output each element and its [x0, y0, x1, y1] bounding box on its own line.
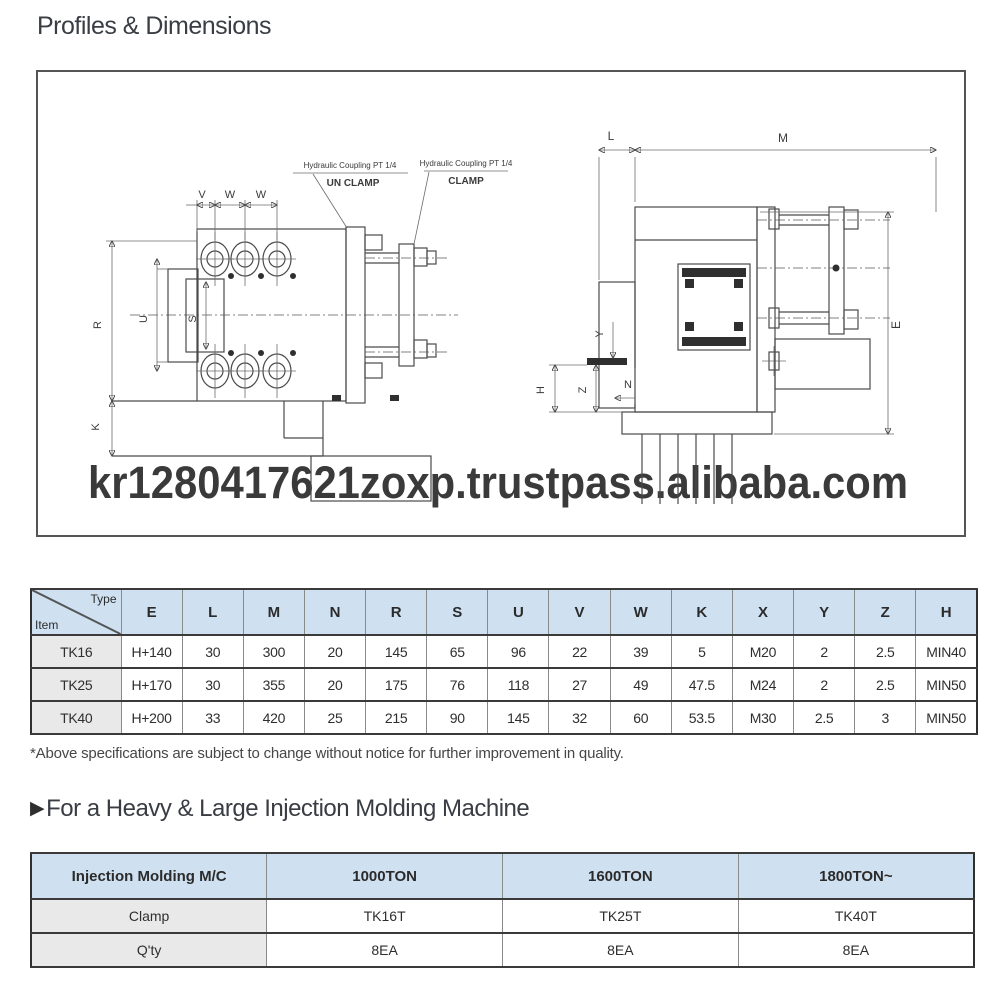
dim-cell: M24: [732, 668, 793, 701]
row-label: Clamp: [31, 899, 267, 933]
dim-cell: 145: [488, 701, 549, 734]
dim-label-n: N: [624, 379, 632, 391]
value-cell: 8EA: [503, 933, 739, 967]
corner-cell: [31, 589, 121, 635]
dim-cell: H+140: [121, 635, 182, 668]
triangle-marker-icon: ▶: [30, 798, 45, 819]
dim-cell: MIN40: [916, 635, 977, 668]
dim-cell: 30: [182, 668, 243, 701]
dim-cell: MIN50: [916, 701, 977, 734]
right-view-drawing: [535, 129, 936, 504]
col-header: 1800TON~: [738, 853, 974, 899]
col-header: Z: [855, 589, 916, 635]
value-cell: TK40T: [738, 899, 974, 933]
dim-label-k: K: [90, 423, 102, 431]
dim-cell: 5: [671, 635, 732, 668]
dim-label-r: R: [92, 321, 104, 329]
col-header: M: [243, 589, 304, 635]
dim-cell: 49: [610, 668, 671, 701]
dim-label-w1: W: [224, 189, 236, 201]
table-row: [31, 701, 977, 734]
col-header: H: [916, 589, 977, 635]
col-header: K: [671, 589, 732, 635]
dim-cell: 33: [182, 701, 243, 734]
dim-label-v: V: [198, 189, 206, 201]
dim-cell: 215: [366, 701, 427, 734]
row-label: TK40: [31, 701, 121, 734]
corner-type-label: Type: [90, 592, 117, 606]
profiles-diagram-panel: [36, 70, 966, 537]
dim-cell: 90: [427, 701, 488, 734]
dim-cell: 39: [610, 635, 671, 668]
dim-cell: 118: [488, 668, 549, 701]
machine-table-section: [30, 852, 975, 968]
dim-cell: 145: [366, 635, 427, 668]
value-cell: TK25T: [503, 899, 739, 933]
dim-cell: M20: [732, 635, 793, 668]
machine-table: [30, 852, 975, 968]
machine-table-header-row: [31, 853, 974, 899]
dim-label-h: H: [535, 386, 547, 394]
technical-drawing: [38, 72, 964, 533]
value-cell: 8EA: [738, 933, 974, 967]
dim-cell: 2: [794, 635, 855, 668]
dim-cell: 420: [243, 701, 304, 734]
page-title: Profiles & Dimensions: [37, 12, 272, 40]
dim-cell: 47.5: [671, 668, 732, 701]
dim-cell: MIN50: [916, 668, 977, 701]
col-header: 1000TON: [267, 853, 503, 899]
corner-item-label: Item: [35, 618, 59, 632]
dim-label-l: L: [607, 129, 615, 143]
dim-cell: 20: [304, 635, 365, 668]
col-header: R: [366, 589, 427, 635]
value-cell: TK16T: [267, 899, 503, 933]
table-row: [31, 933, 974, 967]
callout-hydraulic-coupling-2: Hydraulic Coupling PT 1/4: [419, 159, 513, 168]
col-header: V: [549, 589, 610, 635]
dim-cell: 20: [304, 668, 365, 701]
row-label: TK25: [31, 668, 121, 701]
left-view-drawing: [90, 159, 513, 501]
dim-label-w2: W: [255, 189, 267, 201]
value-cell: 8EA: [267, 933, 503, 967]
dim-label-u: U: [138, 315, 150, 323]
col-header: N: [304, 589, 365, 635]
col-header: Injection Molding M/C: [31, 853, 267, 899]
dim-cell: 53.5: [671, 701, 732, 734]
dim-cell: 2: [794, 668, 855, 701]
dim-cell: 3: [855, 701, 916, 734]
dim-cell: 22: [549, 635, 610, 668]
dim-cell: 355: [243, 668, 304, 701]
dim-cell: 76: [427, 668, 488, 701]
row-label: Q'ty: [31, 933, 267, 967]
dim-label-s: S: [187, 315, 199, 323]
table-row: [31, 899, 974, 933]
dim-cell: 27: [549, 668, 610, 701]
dim-cell: 65: [427, 635, 488, 668]
col-header: E: [121, 589, 182, 635]
dim-cell: 2.5: [855, 668, 916, 701]
dim-cell: 25: [304, 701, 365, 734]
col-header: S: [427, 589, 488, 635]
callout-un-clamp: UN CLAMP: [326, 178, 380, 189]
col-header: U: [488, 589, 549, 635]
dim-cell: 300: [243, 635, 304, 668]
col-header: W: [610, 589, 671, 635]
dim-label-e: E: [889, 320, 903, 330]
dim-label-m: M: [778, 131, 788, 145]
dim-label-z: Z: [577, 386, 589, 394]
note-text: *Above specifications are subject to change without notice for further improvement in quality.: [30, 745, 624, 762]
dim-cell: 30: [182, 635, 243, 668]
watermark-text: kr1280417621zoxp.trustpass.alibaba.com: [88, 457, 908, 508]
dimensions-table: [30, 588, 978, 735]
dim-cell: 2.5: [794, 701, 855, 734]
section-title: For a Heavy & Large Injection Molding Machine: [46, 795, 530, 822]
dim-cell: H+200: [121, 701, 182, 734]
table-row: [31, 668, 977, 701]
col-header: Y: [794, 589, 855, 635]
dim-cell: 175: [366, 668, 427, 701]
dim-label-y: Y: [594, 330, 606, 338]
col-header: X: [732, 589, 793, 635]
dim-cell: M30: [732, 701, 793, 734]
row-label: TK16: [31, 635, 121, 668]
dim-cell: 96: [488, 635, 549, 668]
col-header: L: [182, 589, 243, 635]
dim-cell: 60: [610, 701, 671, 734]
section-header: [30, 795, 529, 823]
dimensions-table-section: [30, 588, 978, 735]
callout-clamp: CLAMP: [448, 176, 484, 187]
dim-cell: H+170: [121, 668, 182, 701]
callout-hydraulic-coupling-1: Hydraulic Coupling PT 1/4: [303, 161, 397, 170]
table-row: [31, 635, 977, 668]
dim-cell: 2.5: [855, 635, 916, 668]
dimensions-table-header-row: [31, 589, 977, 635]
dim-cell: 32: [549, 701, 610, 734]
col-header: 1600TON: [503, 853, 739, 899]
